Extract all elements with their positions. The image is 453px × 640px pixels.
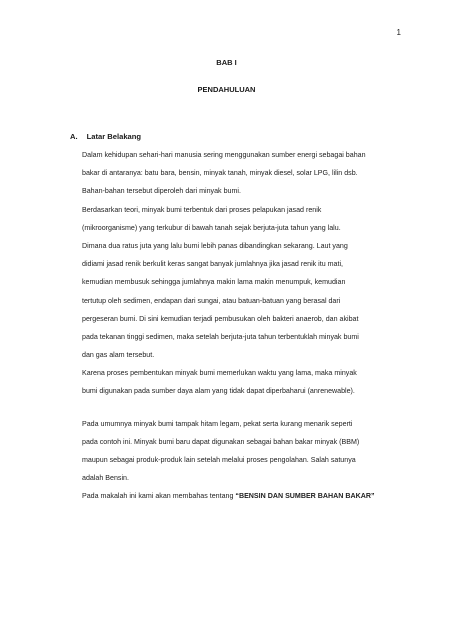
section-heading bbox=[70, 132, 141, 141]
text-line: Karena proses pembentukan minyak bumi memerlukan waktu yang lama, maka minyak bbox=[82, 369, 357, 378]
text-line: pergeseran bumi. Di sini kemudian terjadi pembusukan oleh bakteri anaerob, dan akibat bbox=[82, 314, 359, 323]
text-line: Dalam kehidupan sehari-hari manusia sering menggunakan sumber energi sebagai bahan bbox=[82, 151, 366, 159]
text-line: dan gas alam tersebut. bbox=[82, 351, 155, 360]
closing-emphasis: “BENSIN DAN SUMBER BAHAN BAKAR” bbox=[235, 492, 375, 501]
chapter-heading: BAB I bbox=[216, 58, 237, 67]
text-line: Dimana dua ratus juta yang lalu bumi lebih panas dibandingkan sekarang. Laut yang bbox=[82, 241, 348, 250]
closing-line bbox=[82, 487, 422, 505]
chapter-title: PENDAHULUAN bbox=[197, 85, 256, 94]
closing-text: Pada makalah ini kami akan membahas tentang bbox=[82, 492, 236, 501]
text-line: Pada umumnya minyak bumi tampak hitam legam, pekat serta kurang menarik seperti bbox=[82, 419, 353, 428]
section-marker: A. bbox=[70, 132, 78, 141]
text-line: pada tekanan tinggi sedimen, maka setelah berjuta-juta tahun terbentuklah minyak bumi bbox=[82, 332, 359, 341]
text-line: (mikroorganisme) yang terkubur di bawah tanah sejak berjuta-juta tahun yang lalu. bbox=[82, 223, 341, 232]
text-line: pada contoh ini. Minyak bumi baru dapat digunakan sebagai bahan bakar minyak (BBM) bbox=[82, 437, 360, 446]
text-line: Bahan-bahan tersebut diperoleh dari minyak bumi. bbox=[82, 187, 241, 196]
text-line: didiami jasad renik berkulit keras sangat banyak jumlahnya jika jasad renik itu mati, bbox=[82, 260, 344, 269]
paragraph-spacer bbox=[82, 401, 422, 415]
section-title: Latar Belakang bbox=[86, 132, 142, 141]
text-line: adalah Bensin. bbox=[82, 474, 129, 483]
text-line: Berdasarkan teori, minyak bumi terbentuk dari proses pelapukan jasad renik bbox=[82, 205, 322, 214]
page-number: 1 bbox=[396, 28, 401, 37]
text-line: bumi digunakan pada sumber daya alam yang tidak dapat diperbaharui (anrenewable). bbox=[82, 387, 355, 396]
text-line: tertutup oleh sedimen, endapan dari sungai, atau batuan-batuan yang berasal dari bbox=[82, 296, 341, 305]
text-line: bakar di antaranya: batu bara, bensin, minyak tanah, minyak diesel, solar LPG, lilin dsb. bbox=[82, 169, 358, 178]
text-line: kemudian membusuk sehingga jumlahnya makin lama makin menumpuk, kemudian bbox=[82, 278, 346, 287]
body-text bbox=[82, 146, 422, 506]
text-line: maupun sebagai produk-produk lain setelah melalui proses pengolahan. Salah satunya bbox=[82, 456, 356, 464]
